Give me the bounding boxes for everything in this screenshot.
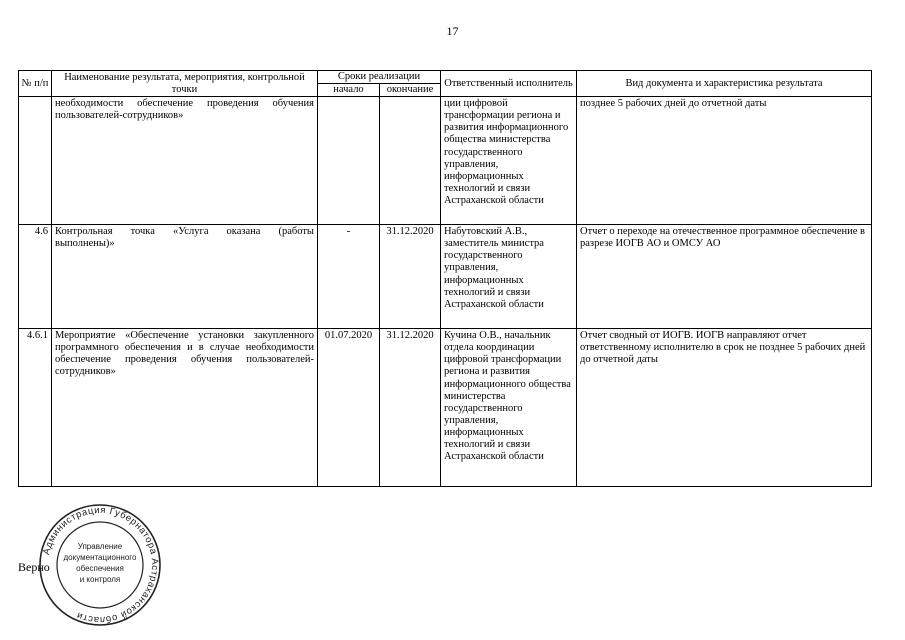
row-responsible: Набутовский А.В., заместитель министра государственного управления, информационных технологий и связи Астраханской области (441, 225, 577, 329)
row-num (19, 97, 52, 225)
row-start (318, 97, 380, 225)
header-num: № п/п (19, 71, 52, 97)
row-end (380, 97, 441, 225)
table-row (19, 97, 872, 225)
stamp-line-1: Управление (77, 542, 123, 551)
row-end: 31.12.2020 (380, 329, 441, 487)
page-number: 17 (446, 24, 459, 38)
stamp-outer-text: Администрация Губернатора Астраханской области (41, 504, 161, 626)
row-doc: Отчет о переходе на отечественное программное обеспечение в разрезе ИОГВ АО и ОМСУ АО (577, 225, 872, 329)
row-num: 4.6 (19, 225, 52, 329)
row-doc: позднее 5 рабочих дней до отчетной даты (577, 97, 872, 225)
row-name: Контрольная точка «Услуга оказана (работы выполнены)» (52, 225, 318, 329)
stamp-line-3: обеспечения (76, 564, 124, 573)
signature-text: Верно (18, 560, 50, 574)
row-start: - (318, 225, 380, 329)
row-num: 4.6.1 (19, 329, 52, 487)
header-doc: Вид документа и характеристика результата (577, 71, 872, 97)
stamp-seal (30, 503, 170, 628)
table-header-row (19, 71, 872, 84)
plan-table (18, 70, 872, 487)
header-terms: Сроки реализации (318, 71, 441, 84)
header-name: Наименование результата, мероприятия, контрольной точки (52, 71, 318, 97)
row-name: Мероприятие «Обеспечение установки закупленного программного обеспечения и в случае необходимости обеспечение проведения обучения пользователей-сотрудников» (52, 329, 318, 487)
row-responsible: Кучина О.В., начальник отдела координации цифровой трансформации региона и развития информационного общества министерства государственного управления, информационных технологий и связи Астраханской области (441, 329, 577, 487)
row-name: необходимости обеспечение проведения обучения пользователей-сотрудников» (52, 97, 318, 225)
row-responsible: ции цифровой трансформации региона и развития информационного общества министерства государственного управления, информационных технологий и связи Астраханской области (441, 97, 577, 225)
header-end: окончание (380, 84, 441, 97)
stamp-line-2: документационного (63, 553, 137, 562)
row-doc: Отчет сводный от ИОГВ. ИОГВ направляют отчет ответственному исполнителю в срок не позднее 5 рабочих дней до отчетной даты (577, 329, 872, 487)
table-row (19, 329, 872, 487)
row-start: 01.07.2020 (318, 329, 380, 487)
header-start: начало (318, 84, 380, 97)
row-end: 31.12.2020 (380, 225, 441, 329)
table-row (19, 225, 872, 329)
stamp-line-4: и контроля (79, 575, 121, 584)
header-responsible: Ответственный исполнитель (441, 71, 577, 97)
